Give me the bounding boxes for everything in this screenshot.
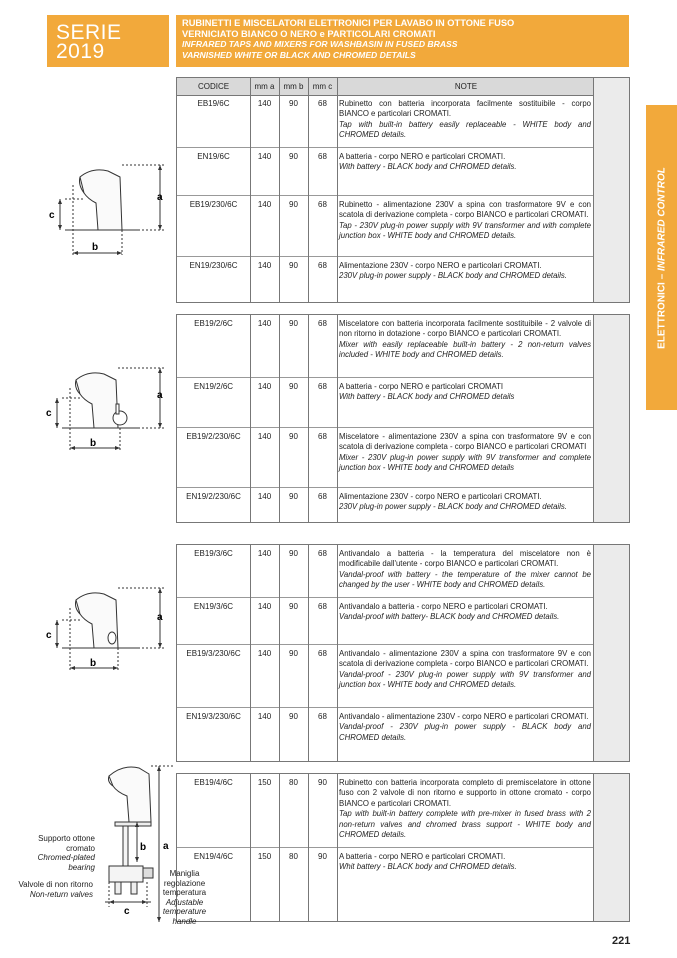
cell-c: 68 [318,99,327,108]
header-title-en-1: INFRARED TAPS AND MIXERS FOR WASHBASIN IN FUSED BRASS [182,39,458,49]
note-en: Whit battery - BLACK body and CHROMED details. [339,862,517,872]
cell-note [339,99,591,141]
cell-a: 140 [257,200,272,209]
cell-code: EN19/230/6C [189,261,238,270]
cell-c: 68 [318,492,327,501]
side-tab-text [656,167,667,349]
cell-a: 140 [257,261,272,270]
cell-c: 68 [318,200,327,209]
note-column-shade [593,315,629,522]
note-en: Mixer - 230V plug-in power supply with 9V transformer and complete junction box - WHITE body and CHROMED details [339,452,591,473]
cell-note [339,492,591,513]
label-valves-it: Valvole di non ritorno [18,880,93,889]
note-it: Rubinetto con batteria incorporata facilmente sostituibile - corpo BIANCO e particolari CROMATI. [339,99,591,119]
cell-b: 90 [289,152,298,161]
cell-code: EN19/6C [197,152,230,161]
table-row [177,377,629,428]
cell-c: 90 [318,778,327,787]
table-body [177,315,629,522]
table-header-row [177,78,629,96]
note-en: Vandal-proof - 230V plug-in power supply with 9V transformer and junction box - WHITE body and CHROMED details. [339,669,591,690]
label-support [15,834,95,872]
cell-a: 150 [257,778,272,787]
cell-code: EB19/2/6C [194,319,233,328]
cell-a: 140 [257,99,272,108]
note-en: With battery - BLACK body and CHROMED details. [339,162,517,172]
cell-note [339,432,591,474]
series-year: 2019 [56,40,105,63]
note-en: Tap - 230V plug-in power supply with 9V transformer and with complete junction box - WHITE body and CHROMED details. [339,220,591,241]
cell-a: 140 [257,382,272,391]
dim-c-label: c [46,408,52,419]
note-it: Antivandalo a batteria - corpo NERO e particolari CROMATI. [339,602,548,611]
cell-c: 68 [318,602,327,611]
cell-note [339,649,591,691]
cell-note [339,852,591,873]
cell-c: 68 [318,549,327,558]
cell-code: EN19/3/230/6C [186,712,241,721]
cell-b: 80 [289,852,298,861]
dim-c-label: c [46,630,52,641]
cell-a: 140 [257,602,272,611]
header-title-en-2: VARNISHED WHITE OR BLACK AND CHROMED DETAILS [182,49,416,60]
cell-b: 90 [289,602,298,611]
label-handle-en: Adjustable temperature handle [162,897,207,926]
col-c: mm c [312,82,333,91]
col-code: CODICE [197,82,230,91]
cell-c: 68 [318,261,327,270]
table-row [177,545,629,597]
col-b: mm b [283,82,304,91]
cell-a: 140 [257,492,272,501]
cell-b: 90 [289,492,298,501]
note-it: Antivandalo - alimentazione 230V a spina con trasformatore 9V e con scatola di derivazione completa - corpo BIANCO e particolari CROMATI. [339,649,591,669]
label-valves [15,880,93,899]
page-number: 221 [612,935,631,947]
cell-c: 68 [318,319,327,328]
label-support-it: Supporto ottone cromato [38,834,95,853]
table-row [177,644,629,708]
table-row [177,315,629,377]
cell-c: 68 [318,382,327,391]
page-header [176,15,629,67]
note-it: A batteria - corpo NERO e particolari CROMATI. [339,152,506,161]
cell-a: 140 [257,319,272,328]
table-row [177,147,629,196]
note-column-shade [593,774,629,921]
cell-code: EB19/6C [197,99,230,108]
cell-note [339,778,591,840]
note-en: 230V plug-in power supply - BLACK body and CHROMED details. [339,502,567,512]
note-it: Alimentazione 230V - corpo NERO e particolari CROMATI. [339,492,542,501]
note-en: Tap with built-in battery complete with pre-mixer in fused brass with 2 non-return valves and chromed brass support - WHITE body and CHROMED details. [339,809,591,840]
product-table-4 [176,773,630,922]
cell-b: 90 [289,649,298,658]
vandal-proof-drawing [40,580,170,680]
dim-c-label: c [49,210,55,221]
cell-a: 140 [257,549,272,558]
cell-c: 68 [318,712,327,721]
label-valves-en: Non-return valves [29,889,93,899]
cell-a: 140 [257,712,272,721]
cell-b: 80 [289,778,298,787]
cell-note [339,200,591,242]
product-table-2 [176,314,630,523]
table-row [177,195,629,257]
note-en: With battery - BLACK body and CHROMED details [339,392,515,402]
note-it: Rubinetto con batteria incorporata completo di premiscelatore in ottone fuso con 2 valvole di non ritorno e supporto in ottone cromato - corpo BIANCO e particolari CROMATI. [339,778,591,808]
dim-b-label: b [90,658,97,669]
note-it: Antivandalo a batteria - la temperatura del miscelatore non è modificabile dall'utente - corpo BIANCO e particolari CROMATI. [339,549,591,569]
cell-code: EN19/4/6C [193,852,234,861]
col-note: NOTE [454,82,478,91]
note-it: A batteria - corpo NERO e particolari CROMATI [339,382,504,391]
table-row [177,847,629,922]
cell-code: EN19/2/230/6C [186,492,241,501]
cell-a: 140 [257,649,272,658]
dim-a-label: a [157,192,163,203]
note-it: Miscelatore con batteria incorporata facilmente sostituibile - 2 valvole di non ritorno in dotazione - corpo BIANCO e particolari CROMATI. [339,319,591,339]
cell-note [339,602,591,623]
note-en: Tap with built-in battery easily replaceable - WHITE body and CHROMED details. [339,119,591,140]
label-support-en: Chromed-plated bearing [37,853,95,872]
mixer-drawing [40,360,170,460]
cell-note [339,712,591,743]
cell-code: EB19/2/230/6C [186,432,241,441]
cell-b: 90 [289,382,298,391]
table-row [177,95,629,147]
cell-code: EB19/4/6C [194,778,233,787]
cell-note [339,319,591,361]
dim-a-label: a [163,841,169,852]
cell-note [339,549,591,591]
note-column-shade [593,545,629,761]
dim-b-label: b [140,842,147,853]
side-tab-it: ELETTRONICI – [656,270,667,349]
series-label: SERIE [56,21,122,44]
note-en: Mixer with easily replaceable built-in battery - 2 non-return valves included - WHITE body and CHROMED details. [339,339,591,360]
table-row [177,707,629,762]
cell-note [339,382,591,403]
cell-b: 90 [289,261,298,270]
cell-b: 90 [289,432,298,441]
cell-c: 68 [318,432,327,441]
cell-b: 90 [289,712,298,721]
series-badge [47,15,169,67]
note-en: 230V plug-in power supply - BLACK body and CHROMED details. [339,271,567,281]
cell-b: 90 [289,99,298,108]
cell-b: 90 [289,549,298,558]
product-table-3 [176,544,630,762]
side-tab-en: INFRARED CONTROL [656,166,667,271]
note-en: Vandal-proof with battery - the temperature of the mixer cannot be changed by the user - WHITE body and CHROMED details. [339,569,591,590]
table-body [177,774,629,921]
note-it: Rubinetto - alimentazione 230V a spina con trasformatore 9V e con scatola di derivazione completa - corpo BIANCO e particolari CROMATI. [339,200,591,220]
dim-a-label: a [157,390,163,401]
label-handle [152,869,217,926]
table-row [177,774,629,847]
label-handle-it: Maniglia regolazione temperatura [162,869,207,897]
tap-drawing-1 [40,155,170,265]
header-title-it-1: RUBINETTI E MISCELATORI ELETTRONICI PER LAVABO IN OTTONE FUSO [182,18,515,28]
table-row [177,256,629,304]
cell-b: 90 [289,200,298,209]
note-it: Alimentazione 230V - corpo NERO e particolari CROMATI. [339,261,542,270]
note-it: Miscelatore - alimentazione 230V a spina con trasformatore 9V e con scatola di derivazione completa - corpo BIANCO e particolari CROMATI [339,432,591,452]
header-title-it-2: VERNICIATO BIANCO O NERO e PARTICOLARI CROMATI [182,28,436,39]
cell-code: EB19/3/230/6C [186,649,241,658]
note-column-shade [593,78,629,302]
section-side-tab [646,105,677,410]
cell-a: 140 [257,432,272,441]
dim-a-label: a [157,612,163,623]
note-it: A batteria - corpo NERO e particolari CROMATI. [339,852,506,861]
cell-a: 140 [257,152,272,161]
dim-c-label: c [124,906,130,917]
cell-code: EB19/230/6C [189,200,238,209]
table-row [177,487,629,524]
cell-c: 68 [318,152,327,161]
cell-c: 68 [318,649,327,658]
table-body [177,545,629,761]
cell-code: EB19/3/6C [194,549,233,558]
table-row [177,427,629,488]
dim-b-label: b [92,242,99,253]
note-en: Vandal-proof - 230V plug-in power supply - BLACK body and CHROMED details. [339,722,591,742]
cell-b: 90 [289,319,298,328]
col-a: mm a [254,82,275,91]
cell-c: 90 [318,852,327,861]
table-body [177,95,629,302]
dim-b-label: b [90,438,97,449]
note-en: Vandal-proof with battery- BLACK body and CHROMED details. [339,612,560,622]
cell-note [339,261,591,282]
cell-code: EN19/2/6C [193,382,234,391]
table-row [177,597,629,645]
cell-code: EN19/3/6C [193,602,234,611]
cell-note [339,152,591,173]
note-it: Antivandalo - alimentazione 230V - corpo NERO e particolari CROMATI. [339,712,589,721]
cell-a: 150 [257,852,272,861]
product-table-1 [176,77,630,303]
